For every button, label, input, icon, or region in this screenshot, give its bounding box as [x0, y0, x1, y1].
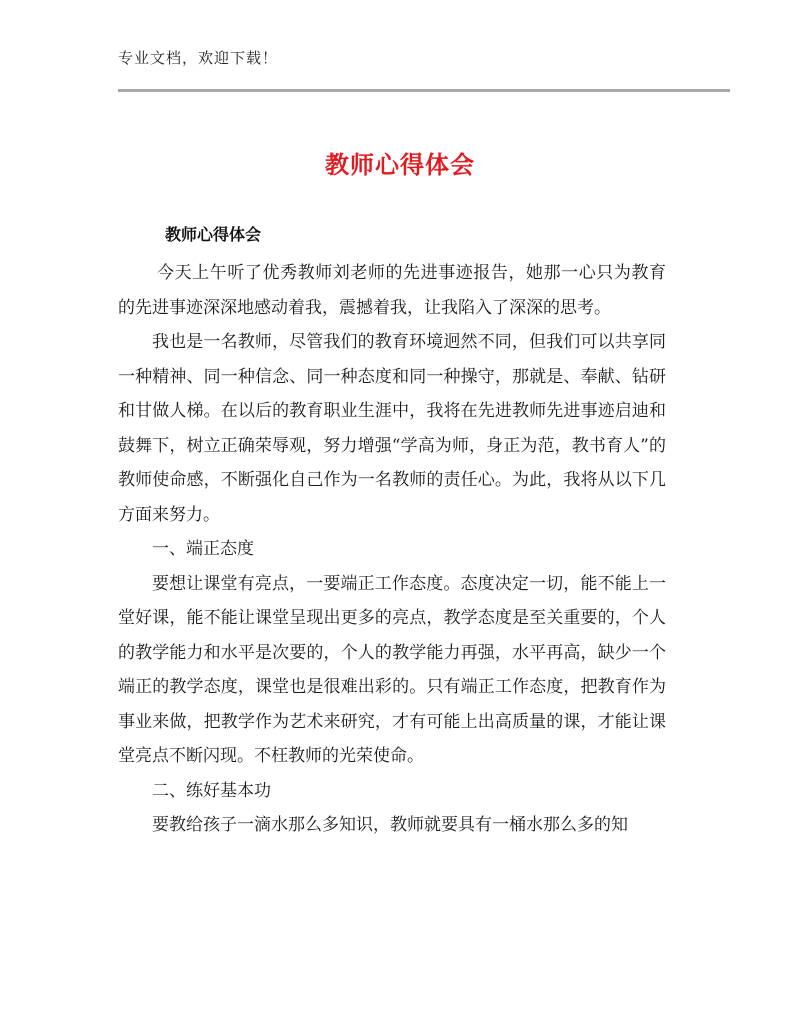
paragraph: 我也是一名教师，尽管我们的教育环境迥然不同，但我们可以共享同一种精神、同一种信念、同一种态度和同一种操守，那就是、奉献、钻研和甘做人梯。在以后的教育职业生涯中，我将在先进教师先进事迹启迪和鼓舞下，树立正确荣辱观，努力增强“学高为师，身正为范，教书育人”的教师使命感，不断强化自己作为一名教师的责任心。为此，我将从以下几方面来努力。: [118, 332, 666, 525]
header-divider: [118, 89, 730, 92]
section-heading: 一、端正态度: [152, 539, 254, 559]
document-title: 教师心得体会: [325, 151, 475, 179]
paragraph: 今天上午听了优秀教师刘老师的先进事迹报告，她那一心只为教育的先进事迹深深地感动着我，震撼着我，让我陷入了深深的思考。: [118, 263, 666, 318]
document-body: [118, 256, 666, 843]
paragraph: 要教给孩子一滴水那么多知识，教师就要具有一桶水那么多的知: [152, 815, 628, 835]
document-subtitle: 教师心得体会: [165, 225, 262, 244]
section-heading: 二、练好基本功: [152, 780, 271, 801]
header-text: 专业文档，欢迎下载！: [118, 49, 279, 67]
paragraph: 要想让课堂有亮点，一要端正工作态度。态度决定一切，能不能上一堂好课，能不能让课堂呈现出更多的亮点，教学态度是至关重要的，个人的教学能力和水平是次要的，个人的教学能力再强，水平再高，缺少一个端正的教学态度，课堂也是很难出彩的。只有端正工作态度，把教育作为事业来做，把教学作为艺术来研究，才有可能上出高质量的课，才能让课堂亮点不断闪现。不枉教师的光荣使命。: [118, 573, 666, 766]
